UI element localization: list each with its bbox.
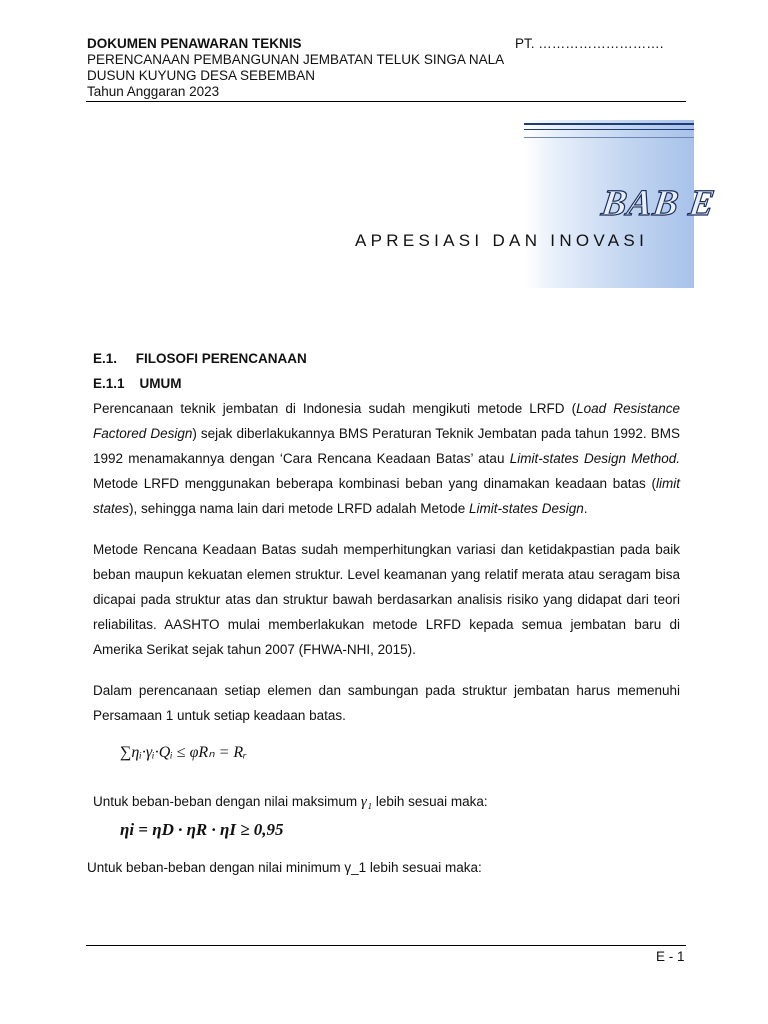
chapter-label: BAB E	[599, 183, 718, 224]
paragraph-equation-intro: Dalam perencanaan setiap elemen dan sambungan pada struktur jembatan harus memenuhi Persamaan 1 untuk setiap keadaan batas.	[93, 683, 680, 723]
banner-bar	[524, 137, 694, 138]
paragraph-lrfd	[93, 396, 680, 521]
paragraph-text: lebih sesuai maka:	[372, 794, 488, 809]
project-name: PERENCANAAN PEMBANGUNAN JEMBATAN TELUK SINGA NALA	[87, 52, 505, 67]
paragraph-text: Perencanaan teknik jembatan di Indonesia sudah mengikuti metode LRFD (	[93, 401, 577, 416]
paragraph-text: ) sejak diberlakukannya BMS Peraturan Teknik Jembatan pada tahun 1992. BMS 1992 menamakannya dengan ‘Cara Rencana Keadaan Batas’ atau	[93, 426, 680, 466]
paragraph-italic: Limit-states Design Method.	[509, 451, 680, 466]
subsection-heading: E.1.1 UMUM	[93, 376, 182, 391]
banner-bar	[524, 123, 694, 125]
header-rule	[86, 101, 686, 102]
paragraph-italic: Limit-states Design	[468, 501, 584, 516]
section-heading: E.1. FILOSOFI PERENCANAAN	[93, 351, 307, 366]
chapter-title: APRESIASI DAN INOVASI	[355, 231, 649, 250]
paragraph-min-load: Untuk beban-beban dengan nilai minimum γ_1 lebih sesuai maka:	[87, 860, 482, 875]
company-name: PT. ……………………….	[515, 36, 664, 51]
equation-2: ηi = ηD · ηR · ηI ≥ 0,95	[120, 820, 284, 839]
paragraph-max-load	[93, 794, 488, 811]
paragraph-text: ), sehingga nama lain dari metode LRFD adalah Metode	[129, 501, 469, 516]
banner-bar	[524, 129, 694, 130]
paragraph-limit-states: Metode Rencana Keadaan Batas sudah memperhitungkan variasi dan ketidakpastian pada baik beban maupun kekuatan elemen struktur. Level keamanan yang relatif merata atau seragam bisa dicapai pada struktur atas dan struktur bawah berdasarkan analisis risiko yang didapat dari teori reliabilitas. AASHTO mulai memberlakukan metode LRFD kepada semua jembatan baru di Amerika Serikat sejak tahun 2007 (FHWA-NHI, 2015).	[93, 542, 680, 657]
paragraph-text: Metode LRFD menggunakan beberapa kombinasi beban yang dinamakan keadaan batas (	[93, 476, 656, 491]
paragraph-text: .	[583, 501, 588, 516]
equation-1: ∑ηᵢ·γᵢ·Qᵢ ≤ φRₙ = Rᵣ	[120, 744, 248, 761]
paragraph-italic: limit states	[93, 476, 680, 516]
paragraph-italic: Load Resistance Factored Design	[93, 401, 680, 441]
footer-rule	[86, 945, 686, 946]
budget-year: Tahun Anggaran 2023	[87, 84, 220, 99]
paragraph-text: Untuk beban-beban dengan nilai maksimum	[93, 794, 361, 809]
gamma-symbol: γ₁	[360, 794, 373, 810]
page-number: E - 1	[656, 949, 685, 964]
document-title: DOKUMEN PENAWARAN TEKNIS	[87, 36, 302, 51]
project-location: DUSUN KUYUNG DESA SEBEMBAN	[87, 68, 316, 83]
